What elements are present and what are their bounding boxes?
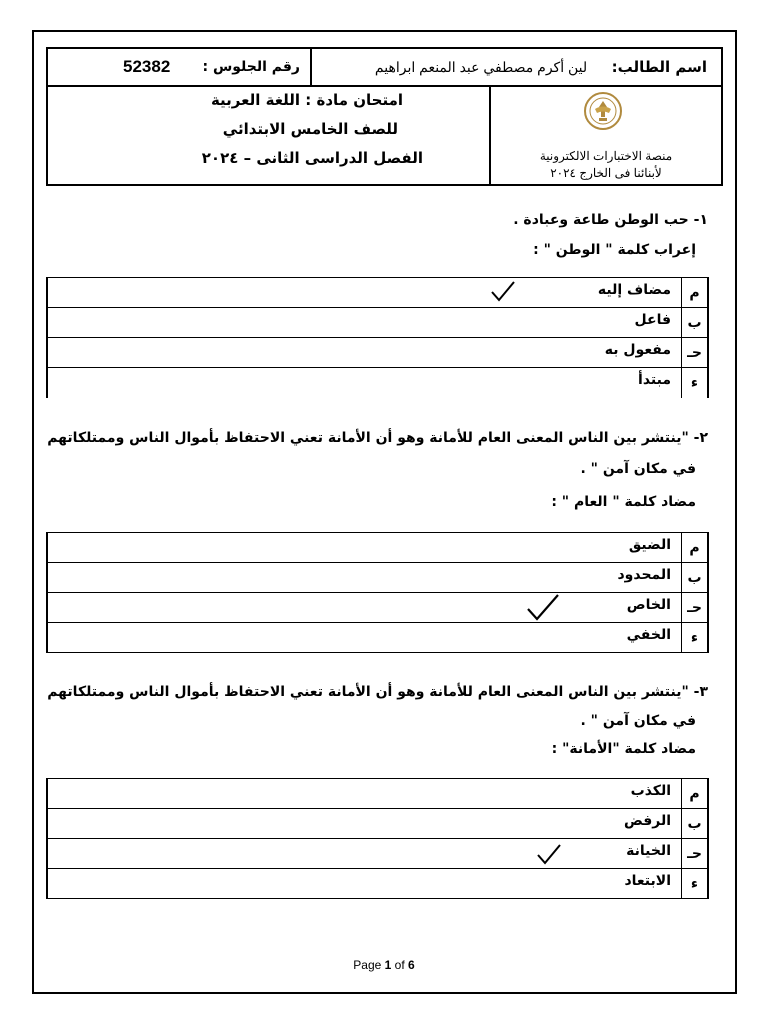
option-text: الابتعاد	[624, 873, 671, 889]
option-row[interactable]	[48, 809, 707, 839]
option-row[interactable]	[48, 593, 707, 623]
question-3-options	[46, 778, 709, 899]
of-word: of	[394, 958, 405, 972]
exam-info-cell	[48, 87, 489, 184]
option-row[interactable]	[48, 278, 707, 308]
platform-subtitle: لأبنائنا فى الخارج ٢٠٢٤	[550, 166, 662, 180]
platform-name: منصة الاختبارات الالكترونية	[539, 149, 673, 163]
option-letter: حـ	[681, 338, 707, 367]
question-3-prompt: مضاد كلمة "الأمانة" :	[551, 741, 696, 757]
seat-number-cell	[48, 49, 312, 85]
header-row-student	[48, 49, 721, 87]
option-letter: حـ	[681, 593, 707, 622]
question-2-options	[46, 532, 709, 653]
option-text: المحدود	[617, 567, 671, 583]
option-row[interactable]	[48, 869, 707, 899]
option-text: الضيق	[628, 537, 671, 553]
option-text: مبتدأ	[638, 372, 671, 388]
question-3-stem-cont: في مكان آمن " .	[580, 713, 696, 729]
page-footer	[0, 958, 768, 972]
question-1-options	[46, 277, 709, 398]
option-text: مفعول به	[604, 342, 671, 358]
option-letter: ب	[681, 308, 707, 337]
ministry-seal-icon	[583, 91, 623, 131]
option-text: الكذب	[630, 783, 671, 799]
option-row[interactable]	[48, 338, 707, 368]
option-row[interactable]	[48, 839, 707, 869]
option-text: مضاف إليه	[597, 282, 671, 298]
check-mark-icon	[526, 593, 560, 621]
option-letter: حـ	[681, 839, 707, 868]
student-name-cell	[310, 49, 721, 85]
student-name: لين أكرم مصطفي عبد المنعم ابراهيم	[374, 59, 588, 75]
page-total: 6	[408, 958, 415, 972]
option-letter: م	[681, 533, 707, 562]
question-1-prompt: إعراب كلمة " الوطن " :	[533, 242, 696, 258]
question-1-stem: ١- حب الوطن طاعة وعبادة .	[513, 212, 708, 228]
option-row[interactable]	[48, 563, 707, 593]
option-text: فاعل	[634, 312, 671, 328]
option-letter: م	[681, 779, 707, 808]
option-text: الخيانة	[626, 843, 671, 859]
option-letter: ب	[681, 563, 707, 592]
option-row[interactable]	[48, 779, 707, 809]
option-row[interactable]	[48, 368, 707, 398]
option-row[interactable]	[48, 533, 707, 563]
exam-header	[46, 47, 723, 186]
option-letter: ء	[681, 368, 707, 398]
exam-subject: امتحان مادة : اللغة العربية	[210, 91, 403, 109]
question-3-stem: ٣- "ينتشر بين الناس المعنى العام للأمانة وهو أن الأمانة تعني الاحتفاظ بأموال الناس وممتلكاتهم	[47, 684, 708, 700]
exam-grade: للصف الخامس الابتدائي	[222, 120, 398, 138]
option-letter: ء	[681, 869, 707, 898]
page-word: Page	[353, 958, 382, 972]
option-text: الرفض	[623, 813, 671, 829]
page-current: 1	[384, 958, 392, 972]
option-row[interactable]	[48, 308, 707, 338]
question-2-prompt: مضاد كلمة " العام " :	[551, 494, 696, 510]
check-mark-icon	[536, 843, 562, 865]
option-letter: ب	[681, 809, 707, 838]
exam-term: الفصل الدراسى الثانى – ٢٠٢٤	[201, 149, 423, 167]
platform-cell	[489, 87, 721, 184]
option-letter: م	[681, 278, 707, 307]
option-letter: ء	[681, 623, 707, 652]
option-text: الخفي	[626, 627, 671, 643]
seat-number: 52382	[123, 57, 171, 76]
option-text: الخاص	[626, 597, 671, 613]
question-2-stem: ٢- "ينتشر بين الناس المعنى العام للأمانة وهو أن الأمانة تعني الاحتفاظ بأموال الناس وممتلكاتهم	[47, 430, 708, 446]
question-2-stem-cont: في مكان آمن " .	[580, 461, 696, 477]
seat-label: رقم الجلوس :	[202, 59, 300, 75]
option-row[interactable]	[48, 623, 707, 653]
check-mark-icon	[490, 280, 516, 302]
student-label: اسم الطالب:	[611, 58, 707, 76]
